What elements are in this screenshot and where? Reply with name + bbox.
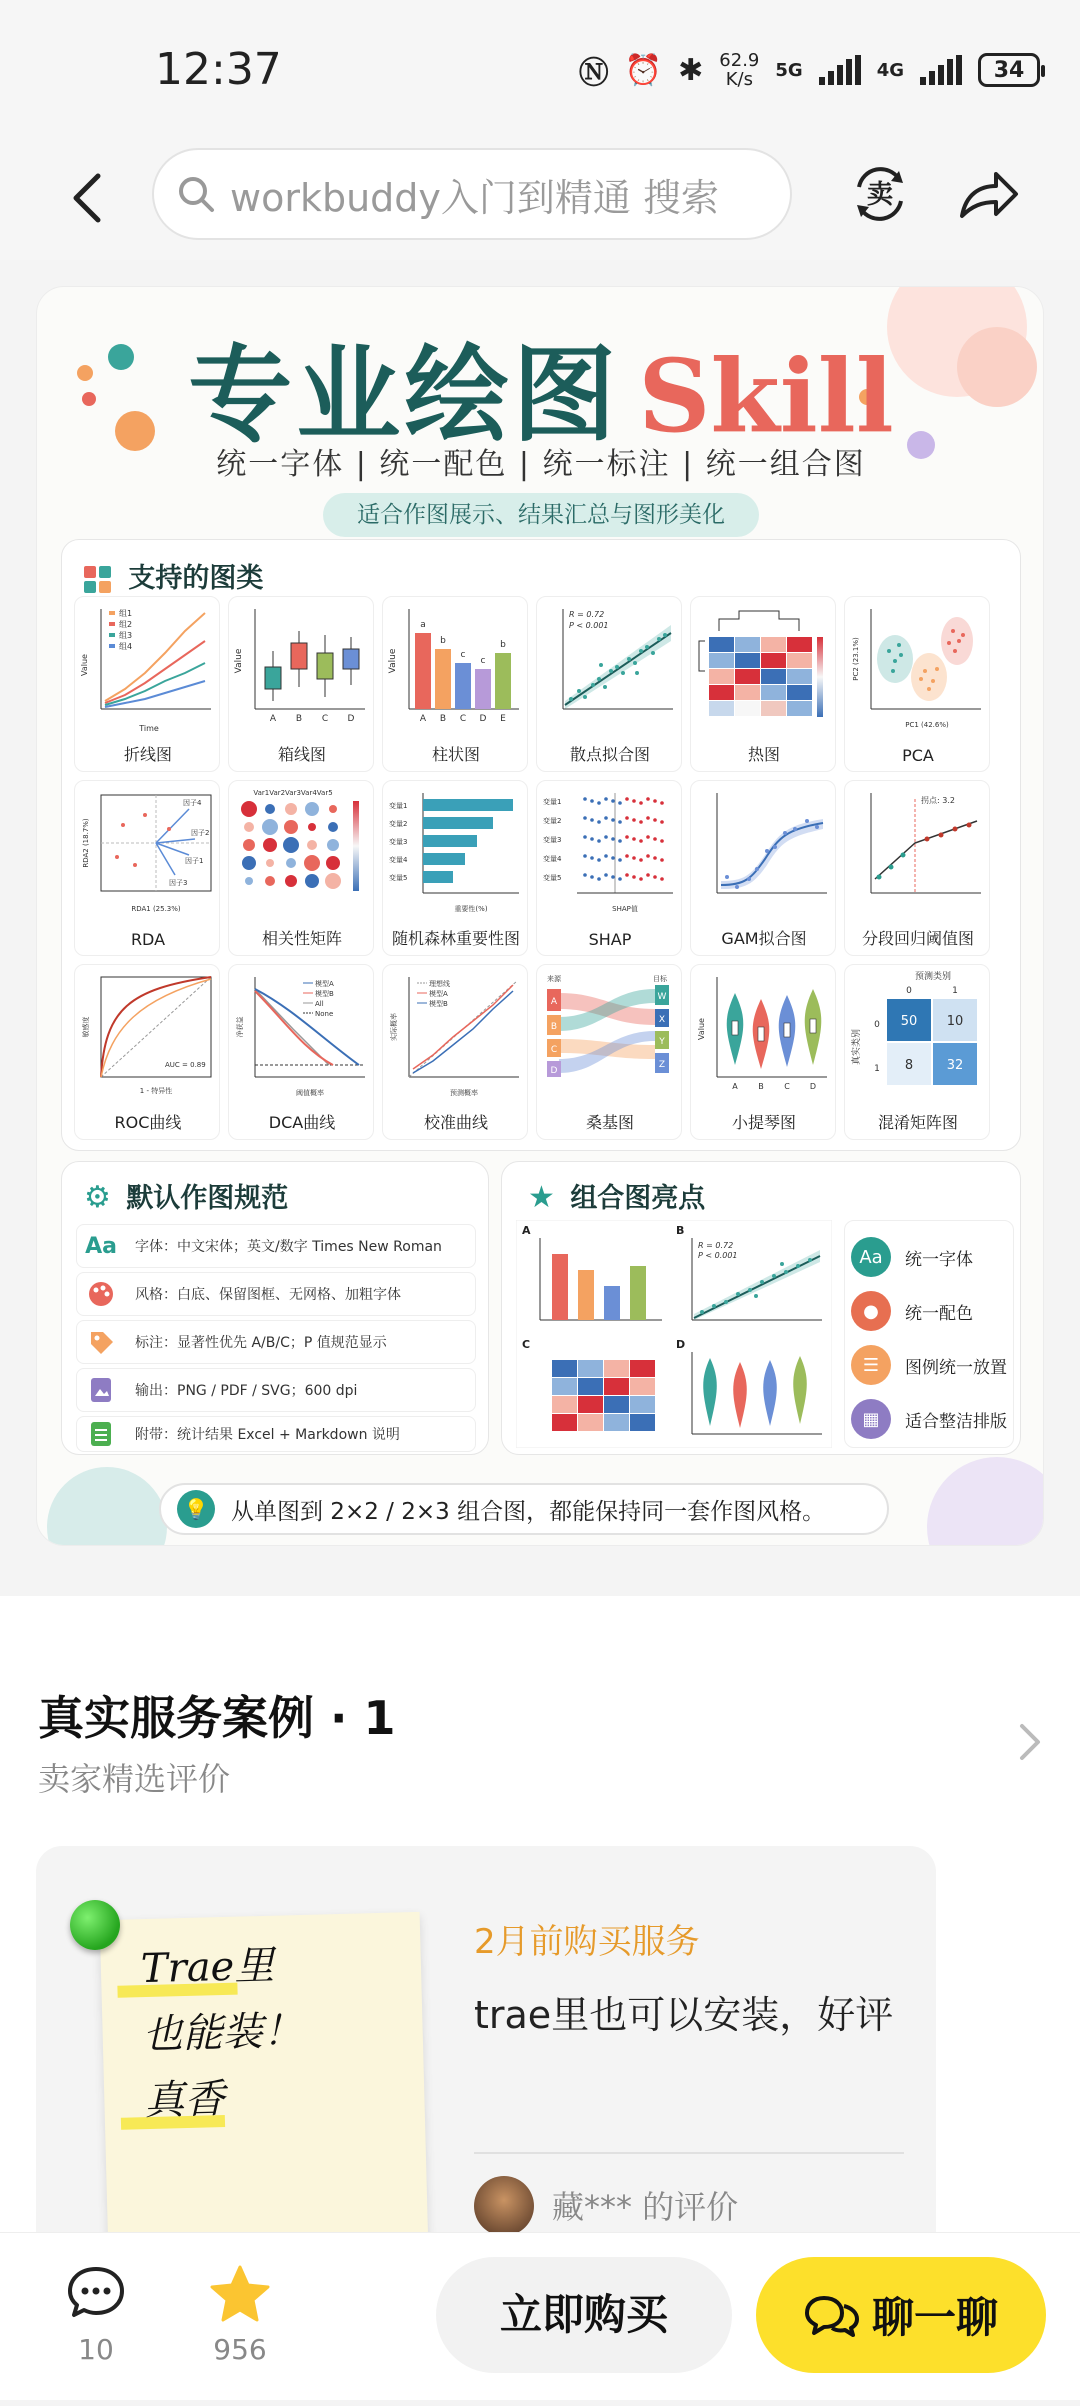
svg-text:RDA2 (18.7%): RDA2 (18.7%) bbox=[82, 818, 90, 868]
font-icon: Aa bbox=[85, 1233, 117, 1259]
svg-text:B: B bbox=[676, 1224, 685, 1237]
combo-panel bbox=[501, 1161, 1021, 1455]
chart-card-confusion[interactable] bbox=[844, 964, 990, 1140]
svg-text:因子2: 因子2 bbox=[191, 829, 210, 837]
svg-text:c: c bbox=[460, 650, 466, 660]
comment-count: 10 bbox=[78, 2333, 114, 2366]
chart-card-box[interactable] bbox=[228, 596, 374, 772]
comment-icon[interactable] bbox=[56, 2263, 136, 2327]
svg-text:1: 1 bbox=[874, 1064, 880, 1074]
buy-button[interactable]: 立即购买 bbox=[436, 2257, 732, 2373]
combo-item-legend: ☰ 图例统一放置 bbox=[851, 1341, 1011, 1389]
svg-text:模型A: 模型A bbox=[429, 990, 448, 998]
grid-icon: ▦ bbox=[851, 1399, 891, 1439]
svg-text:PC2 (23.1%): PC2 (23.1%) bbox=[852, 637, 860, 681]
spec-item-attach: 附带：统计结果 Excel + Markdown 说明 bbox=[76, 1416, 476, 1452]
search-icon bbox=[176, 174, 216, 214]
svg-text:阈值概率: 阈值概率 bbox=[296, 1089, 324, 1097]
svg-text:因子4: 因子4 bbox=[183, 799, 202, 807]
gear-icon: ⚙ bbox=[84, 1180, 111, 1215]
svg-text:50: 50 bbox=[900, 1014, 918, 1029]
palette-icon: ● bbox=[851, 1291, 891, 1331]
chart-card-heatmap[interactable] bbox=[690, 596, 836, 772]
svg-text:D: D bbox=[479, 714, 487, 724]
svg-text:SHAP值: SHAP值 bbox=[612, 905, 638, 913]
banner-pill: 适合作图展示、结果汇总与图形美化 bbox=[323, 493, 759, 537]
spec-item-font: Aa 字体：中文宋体；英文/数字 Times New Roman bbox=[76, 1224, 476, 1268]
svg-text:拐点: 3.2: 拐点: 3.2 bbox=[921, 796, 955, 805]
list-icon: ☰ bbox=[851, 1345, 891, 1385]
svg-text:预测类别: 预测类别 bbox=[914, 972, 952, 982]
star-icon: ★ bbox=[528, 1180, 555, 1215]
chart-card-violin[interactable] bbox=[690, 964, 836, 1140]
svg-text:None: None bbox=[315, 1010, 334, 1018]
grid-icon bbox=[84, 566, 111, 593]
chart-label: 桑基图 bbox=[585, 1113, 634, 1132]
palette-icon bbox=[85, 1278, 117, 1310]
shop-icon[interactable] bbox=[844, 158, 916, 230]
svg-text:Z: Z bbox=[658, 1060, 666, 1070]
combo-figure bbox=[516, 1220, 832, 1448]
svg-text:Value: Value bbox=[234, 648, 244, 674]
svg-text:Value: Value bbox=[388, 648, 398, 674]
svg-text:W: W bbox=[657, 992, 667, 1002]
svg-text:0: 0 bbox=[874, 1020, 880, 1030]
chart-label: 散点拟合图 bbox=[569, 745, 650, 764]
svg-text:Var1Var2Var3Var4Var5: Var1Var2Var3Var4Var5 bbox=[253, 789, 333, 797]
chart-label: 校准曲线 bbox=[423, 1113, 488, 1132]
svg-text:变量2: 变量2 bbox=[389, 820, 408, 828]
status-bar bbox=[0, 0, 1080, 140]
svg-text:实际概率: 实际概率 bbox=[390, 1013, 398, 1041]
signal-5g-label: 5G bbox=[775, 59, 803, 81]
search-input[interactable] bbox=[152, 148, 792, 240]
svg-text:D: D bbox=[550, 1066, 558, 1076]
battery-level: 34 bbox=[993, 57, 1025, 83]
chart-label: ROC曲线 bbox=[114, 1113, 182, 1132]
battery-icon bbox=[978, 53, 1040, 87]
svg-text:A: A bbox=[732, 1082, 738, 1091]
svg-text:变量4: 变量4 bbox=[543, 855, 562, 863]
chart-card-line[interactable] bbox=[74, 596, 220, 772]
svg-text:B: B bbox=[758, 1082, 764, 1091]
nfc-icon: Ⓝ bbox=[578, 56, 609, 91]
svg-text:D: D bbox=[676, 1338, 686, 1351]
svg-text:变量1: 变量1 bbox=[389, 802, 408, 810]
banner-subtitle: 统一字体 | 统一配色 | 统一标注 | 统一组合图 bbox=[216, 447, 866, 482]
product-banner[interactable] bbox=[36, 286, 1044, 1546]
svg-text:敏感度: 敏感度 bbox=[82, 1016, 90, 1038]
chart-label: SHAP bbox=[588, 930, 632, 949]
reviewer-name: 藏*** 的评价 bbox=[552, 2188, 739, 2226]
svg-text:A: A bbox=[550, 997, 558, 1007]
svg-text:变量1: 变量1 bbox=[543, 798, 562, 806]
svg-text:R = 0.72: R = 0.72 bbox=[569, 610, 605, 619]
svg-text:1 - 特异性: 1 - 特异性 bbox=[139, 1087, 173, 1095]
svg-text:E: E bbox=[500, 714, 506, 724]
svg-text:变量2: 变量2 bbox=[543, 817, 562, 825]
bluetooth-icon: ✱ bbox=[678, 52, 704, 88]
svg-text:真实类别: 真实类别 bbox=[852, 1028, 862, 1066]
top-nav bbox=[0, 140, 1080, 260]
table-icon bbox=[85, 1418, 117, 1450]
chevron-right-icon[interactable] bbox=[1016, 1720, 1044, 1768]
status-time: 12:37 bbox=[155, 44, 282, 95]
svg-text:B: B bbox=[550, 1022, 558, 1032]
svg-text:因子3: 因子3 bbox=[169, 879, 188, 887]
chart-label: 分段回归阈值图 bbox=[861, 929, 974, 948]
svg-text:B: B bbox=[295, 714, 303, 724]
supported-charts-title: 支持的图类 bbox=[84, 556, 263, 595]
chart-card-roc[interactable] bbox=[74, 964, 220, 1140]
svg-text:重要性(%): 重要性(%) bbox=[454, 905, 488, 913]
net-speed: 62.9 K/s bbox=[719, 50, 760, 90]
svg-text:C: C bbox=[550, 1045, 558, 1055]
chart-card-segment[interactable] bbox=[844, 780, 990, 956]
banner-title-zh: 专业绘图 bbox=[188, 333, 621, 456]
svg-text:R = 0.72: R = 0.72 bbox=[698, 1241, 734, 1250]
svg-text:D: D bbox=[809, 1082, 817, 1091]
svg-text:A: A bbox=[522, 1224, 531, 1237]
svg-text:预测概率: 预测概率 bbox=[450, 1089, 478, 1097]
svg-text:B: B bbox=[439, 714, 447, 724]
tag-icon bbox=[85, 1326, 117, 1358]
svg-text:卖: 卖 bbox=[866, 180, 894, 210]
review-text: trae里也可以安装，好评 bbox=[474, 1993, 894, 2037]
chart-label: 小提琴图 bbox=[731, 1113, 796, 1132]
star-icon[interactable] bbox=[200, 2263, 280, 2329]
chart-label: 折线图 bbox=[123, 745, 172, 764]
svg-text:模型B: 模型B bbox=[315, 990, 334, 998]
svg-text:AUC = 0.89: AUC = 0.89 bbox=[165, 1061, 206, 1069]
signal-4g-label: 4G bbox=[876, 59, 904, 81]
combo-item-layout: ▦ 适合整洁排版 bbox=[851, 1395, 1011, 1443]
svg-text:P < 0.001: P < 0.001 bbox=[698, 1251, 738, 1260]
spec-item-label: 标注：显著性优先 A/B/C；P 值规范显示 bbox=[76, 1320, 476, 1364]
svg-text:来源: 来源 bbox=[547, 975, 561, 983]
chart-card-corr[interactable] bbox=[228, 780, 374, 956]
svg-text:b: b bbox=[500, 640, 506, 650]
chart-card-bar[interactable] bbox=[382, 596, 528, 772]
bottom-action-bar bbox=[0, 2232, 1080, 2400]
chart-card-scatter[interactable] bbox=[536, 596, 682, 772]
chart-card-gam[interactable] bbox=[690, 780, 836, 956]
svg-text:C: C bbox=[321, 714, 329, 724]
svg-text:变量5: 变量5 bbox=[543, 874, 562, 882]
svg-text:Time: Time bbox=[139, 724, 159, 733]
bulb-icon: 💡 bbox=[177, 1490, 215, 1528]
combo-item-font: Aa 统一字体 bbox=[851, 1233, 1011, 1281]
signal-5g-icon bbox=[819, 55, 861, 85]
image-icon bbox=[85, 1374, 117, 1406]
pin-icon bbox=[70, 1900, 120, 1950]
chart-card-rf[interactable] bbox=[382, 780, 528, 956]
avatar bbox=[474, 2176, 534, 2236]
svg-text:模型B: 模型B bbox=[429, 1000, 448, 1008]
svg-text:C: C bbox=[784, 1082, 790, 1091]
chart-card-dca[interactable] bbox=[228, 964, 374, 1140]
chart-label: 混淆矩阵图 bbox=[877, 1113, 958, 1132]
svg-text:变量4: 变量4 bbox=[389, 856, 408, 864]
svg-text:a: a bbox=[420, 620, 426, 630]
svg-text:组3: 组3 bbox=[119, 631, 133, 640]
svg-text:P < 0.001: P < 0.001 bbox=[569, 621, 609, 630]
svg-text:组1: 组1 bbox=[119, 609, 133, 618]
chart-card-shap[interactable] bbox=[536, 780, 682, 956]
chart-card-rda[interactable] bbox=[74, 780, 220, 956]
cases-title: 真实服务案例 · 1 bbox=[38, 1691, 396, 1745]
svg-text:10: 10 bbox=[946, 1014, 964, 1029]
review-time: 2月前购买服务 bbox=[474, 1922, 700, 1962]
supported-charts-panel bbox=[61, 539, 1021, 1151]
combo-list bbox=[844, 1220, 1014, 1448]
chat-icon bbox=[804, 2290, 860, 2340]
svg-text:理想线: 理想线 bbox=[429, 980, 450, 988]
chart-label: 相关性矩阵 bbox=[261, 929, 342, 948]
svg-text:32: 32 bbox=[946, 1058, 964, 1073]
chat-button[interactable]: 聊一聊 bbox=[756, 2257, 1046, 2373]
chart-card-sankey[interactable] bbox=[536, 964, 682, 1140]
review-image[interactable]: Trae里 也能装！ 真香 bbox=[100, 1912, 429, 2256]
svg-text:Value: Value bbox=[697, 1018, 706, 1040]
signal-4g-icon bbox=[920, 55, 962, 85]
spec-panel bbox=[61, 1161, 489, 1455]
svg-text:0: 0 bbox=[906, 986, 912, 996]
svg-text:因子1: 因子1 bbox=[185, 857, 204, 865]
chart-label: 热图 bbox=[747, 745, 780, 764]
svg-text:A: A bbox=[419, 714, 427, 724]
svg-text:组2: 组2 bbox=[119, 620, 133, 629]
svg-text:8: 8 bbox=[904, 1058, 914, 1073]
font-icon: Aa bbox=[851, 1237, 891, 1277]
svg-text:PC1 (42.6%): PC1 (42.6%) bbox=[905, 721, 949, 729]
chart-label: DCA曲线 bbox=[268, 1113, 336, 1132]
spec-item-style: 风格：白底、保留图框、无网格、加粗字体 bbox=[76, 1272, 476, 1316]
svg-text:All: All bbox=[315, 1000, 324, 1008]
chart-card-pca[interactable] bbox=[844, 596, 990, 772]
spec-item-output: 输出：PNG / PDF / SVG；600 dpi bbox=[76, 1368, 476, 1412]
chart-label: 柱状图 bbox=[431, 745, 480, 764]
svg-text:模型A: 模型A bbox=[315, 980, 334, 988]
chart-label: 随机森林重要性图 bbox=[391, 929, 520, 948]
chart-label: PCA bbox=[902, 746, 934, 765]
spec-title: ⚙ 默认作图规范 bbox=[84, 1180, 289, 1215]
svg-text:A: A bbox=[269, 714, 277, 724]
share-icon[interactable] bbox=[952, 158, 1024, 230]
svg-text:Y: Y bbox=[659, 1037, 665, 1047]
svg-text:Value: Value bbox=[80, 654, 89, 676]
chart-label: GAM拟合图 bbox=[721, 929, 807, 948]
svg-text:变量3: 变量3 bbox=[543, 836, 562, 844]
back-icon[interactable] bbox=[58, 168, 118, 228]
combo-item-color: ● 统一配色 bbox=[851, 1287, 1011, 1335]
svg-text:b: b bbox=[440, 636, 446, 646]
svg-text:目标: 目标 bbox=[653, 975, 667, 983]
svg-text:D: D bbox=[347, 714, 355, 724]
banner-footer: 💡 从单图到 2×2 / 2×3 组合图，都能保持同一套作图风格。 bbox=[159, 1483, 889, 1535]
combo-title: ★ 组合图亮点 bbox=[528, 1180, 706, 1215]
svg-text:c: c bbox=[480, 656, 486, 666]
svg-text:净获益: 净获益 bbox=[236, 1016, 244, 1038]
svg-text:C: C bbox=[522, 1338, 531, 1351]
svg-text:变量3: 变量3 bbox=[389, 838, 408, 846]
banner-title-en: Skill bbox=[638, 337, 894, 455]
cases-subtitle: 卖家精选评价 bbox=[38, 1760, 231, 1798]
alarm-icon: ⏰ bbox=[624, 52, 663, 88]
search-placeholder: workbuddy入门到精通 搜索 bbox=[230, 175, 719, 220]
svg-text:X: X bbox=[658, 1015, 666, 1025]
chart-label: RDA bbox=[130, 930, 166, 949]
svg-text:1: 1 bbox=[952, 986, 958, 996]
chart-label: 箱线图 bbox=[277, 745, 326, 764]
svg-text:RDA1 (25.3%): RDA1 (25.3%) bbox=[131, 905, 181, 913]
chart-card-calibration[interactable] bbox=[382, 964, 528, 1140]
star-count: 956 bbox=[213, 2333, 267, 2366]
status-icons bbox=[579, 48, 1040, 92]
svg-text:组4: 组4 bbox=[119, 642, 133, 651]
svg-text:C: C bbox=[459, 714, 467, 724]
divider bbox=[474, 2152, 904, 2154]
svg-text:变量5: 变量5 bbox=[389, 874, 408, 882]
